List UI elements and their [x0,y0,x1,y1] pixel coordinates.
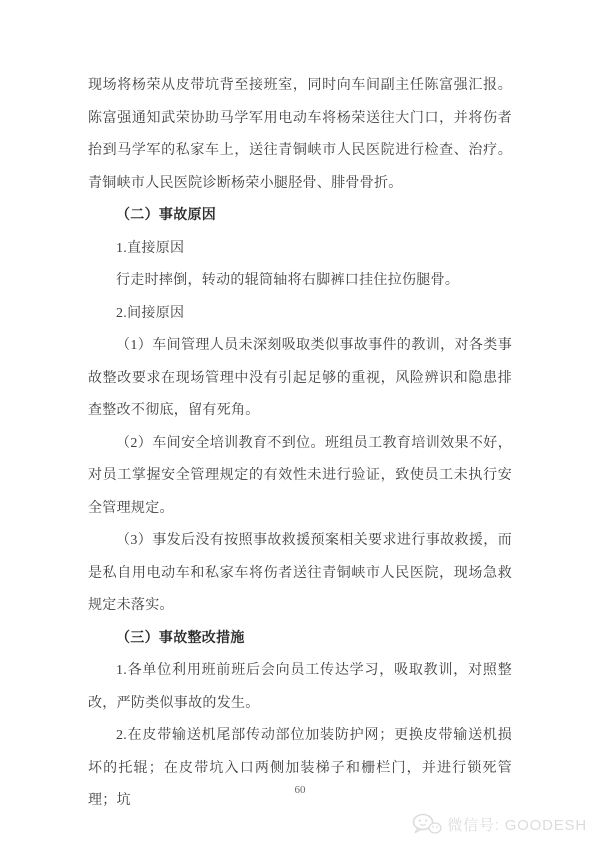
watermark [412,813,587,835]
document-body [88,70,512,818]
page-number: 60 [294,784,306,796]
paragraph: 2.在皮带输送机尾部传动部位加装防护网；更换皮带输送机损坏的托辊；在皮带坑入口两侧加装梯子和栅栏门，并进行锁死管理；坑 [88,728,512,808]
watermark-label: 微信号: GOODESH [447,816,587,834]
wechat-icon [412,813,442,835]
paragraph: （2）车间安全培训教育不到位。班组员工教育培训效果不好，对员工掌握安全管理规定的有效性未进行验证，致使员工未执行安全管理规定。 [88,435,512,516]
section-heading: （三）事故整改措施 [116,630,245,646]
paragraph: 2.间接原因 [116,305,185,321]
paragraph: 1.各单位利用班前班后会向员工传达学习，吸取教训，对照整改，严防类似事故的发生。 [88,663,512,711]
paragraph: 1.直接原因 [116,240,185,256]
section-heading: （二）事故原因 [116,208,217,223]
paragraph: 现场将杨荣从皮带坑背至接班室，同时向车间副主任陈富强汇报。陈富强通知武荣协助马学军用电动车将杨荣送往大门口，并将伤者抬到马学军的私家车上，送往青铜峡市人民医院进行检查、治疗。青铜峡市人民医院诊断杨荣小腿胫骨、腓骨骨折。 [88,78,512,191]
paragraph: （1）车间管理人员未深刻吸取类似事故事件的教训，对各类事故整改要求在现场管理中没有引起足够的重视，风险辨识和隐患排查整改不彻底，留有死角。 [88,338,512,418]
paragraph: （3）事发后没有按照事故救援预案相关要求进行事故救援，而是私自用电动车和私家车将伤者送往青铜峡市人民医院，现场急救规定未落实。 [88,533,512,613]
paragraph: 行走时摔倒，转动的辊筒轴将右脚裤口挂住拉伤腿骨。 [116,273,460,288]
